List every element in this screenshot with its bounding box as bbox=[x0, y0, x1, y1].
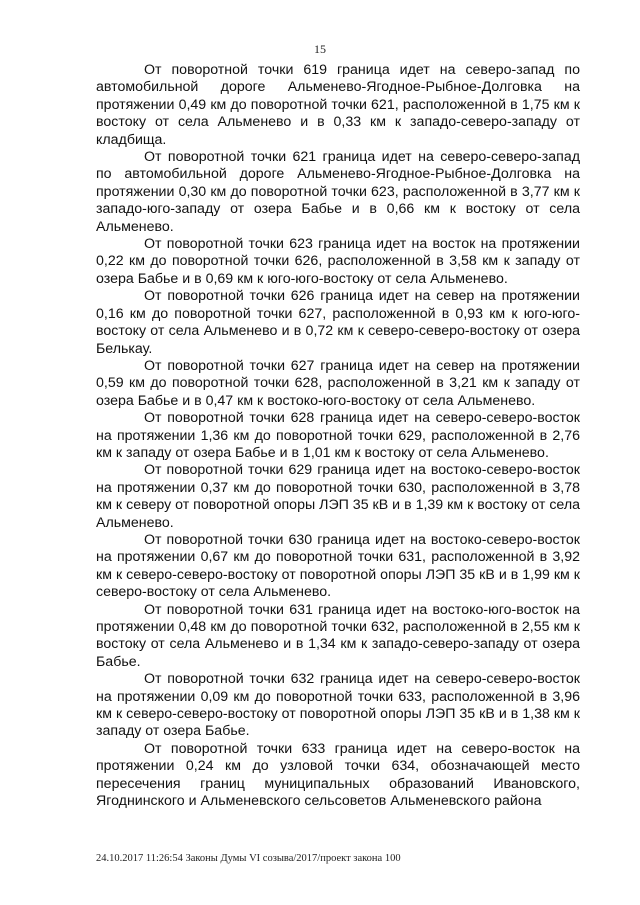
page-number: 15 bbox=[314, 42, 326, 56]
paragraph: От поворотной точки 623 граница идет на восток на протяжении 0,22 км до поворотной точки 626, расположенной в 3,58 км к западу от озера Бабье и в 0,69 км к юго-юго-востоку от села Альменево. bbox=[96, 236, 580, 287]
paragraph: От поворотной точки 627 граница идет на север на протяжении 0,59 км до поворотной точки 628, расположенной в 3,21 км к западу от озера Бабье и в 0,47 км к востоко-юго-востоку от села Альменево. bbox=[96, 357, 580, 409]
paragraph: От поворотной точки 631 граница идет на востоко-юго-восток на протяжении 0,48 км до поворотной точки 632, расположенной в 2,55 км к востоку от села Альменево и в 1,34 км к западо-северо-западу от озера Бабье. bbox=[96, 601, 580, 670]
paragraph: От поворотной точки 619 граница идет на северо-запад по автомобильной дороге Альменево-Ягодное-Рыбное-Долговка на протяжении 0,49 км до поворотной точки 621, расположенной в 1,75 км к востоку от села Альменево и в 0,33 км к западо-северо-западу от кладбища. bbox=[96, 62, 580, 148]
paragraph: От поворотной точки 629 граница идет на востоко-северо-восток на протяжении 0,37 км до поворотной точки 630, расположенной в 3,78 км к северу от поворотной опоры ЛЭП 35 кВ и в 1,39 км к востоку от села Альменево. bbox=[96, 462, 580, 531]
paragraph: От поворотной точки 626 граница идет на север на протяжении 0,16 км до поворотной точки 627, расположенной в 0,93 км к юго-юго-востоку от села Альменево и в 0,72 км к северо-северо-востоку от озера Белькау. bbox=[96, 288, 580, 357]
paragraph: От поворотной точки 628 граница идет на северо-северо-восток на протяжении 1,36 км до поворотной точки 629, расположенной в 2,76 км к западу от озера Бабье и в 1,01 км к востоку от села Альменево. bbox=[96, 410, 580, 461]
paragraph: От поворотной точки 633 граница идет на северо-восток на протяжении 0,24 км до узловой точки 634, обозначающей место пересечения границ муниципальных образований Ивановского, Ягоднинского и Альменевского сельсоветов Альменевского района bbox=[96, 740, 580, 810]
paragraph: От поворотной точки 630 граница идет на востоко-северо-восток на протяжении 0,67 км до поворотной точки 631, расположенной в 3,92 км к северо-северо-востоку от поворотной опоры ЛЭП 35 кВ и в 1,99 км к северо-востоку от села Альменево. bbox=[96, 531, 580, 601]
paragraph: От поворотной точки 621 граница идет на северо-северо-запад по автомобильной дороге Альменево-Ягодное-Рыбное-Долговка на протяжении 0,30 км до поворотной точки 623, расположенной в 3,77 км к западо-юго-западу от озера Бабье и в 0,66 км к востоку от села Альменево. bbox=[96, 149, 580, 235]
document-body bbox=[96, 62, 580, 810]
paragraph: От поворотной точки 632 граница идет на северо-северо-восток на протяжении 0,09 км до поворотной точки 633, расположенной в 3,96 км к северо-северо-востоку от поворотной опоры ЛЭП 35 кВ и в 1,38 км к западу от озера Бабье. bbox=[96, 671, 580, 740]
footer-stamp: 24.10.2017 11:26:54 Законы Думы VI созыва/2017/проект закона 100 bbox=[96, 853, 401, 864]
